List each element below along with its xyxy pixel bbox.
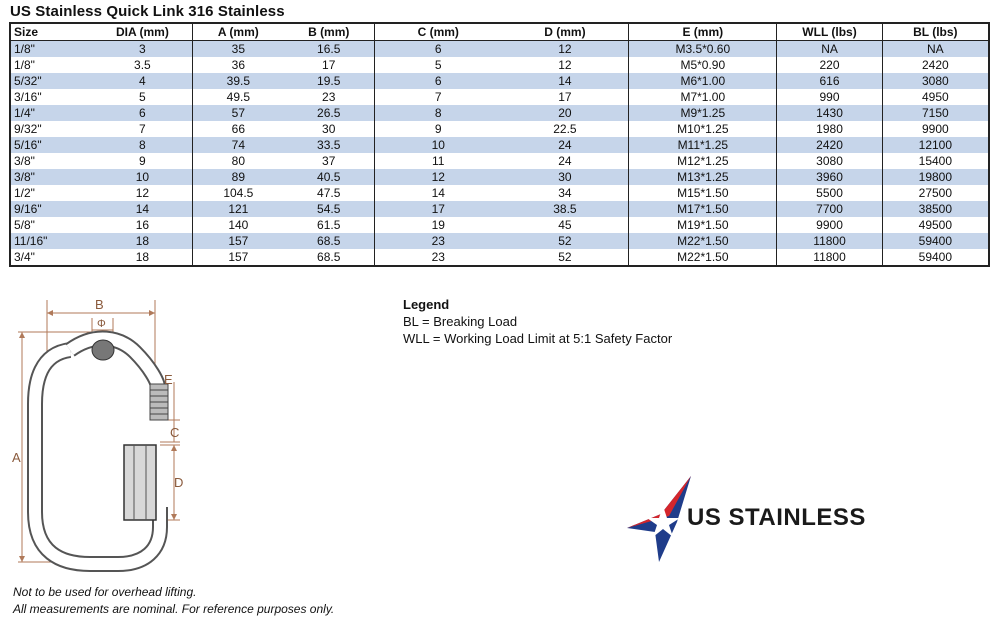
- table-cell: 1/8": [14, 58, 35, 72]
- label-d: D: [174, 475, 184, 490]
- table-cell: 3/8": [14, 154, 35, 168]
- table-cell: 9: [434, 122, 442, 136]
- table-cell: 68.5: [284, 233, 375, 249]
- table-cell: 11/16": [10, 233, 93, 249]
- table-cell: 5: [434, 58, 442, 72]
- header-row: [10, 23, 989, 41]
- table-cell: 10: [374, 137, 501, 153]
- spec-table: [9, 22, 990, 267]
- table-cell: 2420: [777, 137, 882, 153]
- table-cell: 18: [93, 249, 193, 266]
- table-row: [10, 73, 989, 89]
- table-cell: 14: [502, 73, 629, 89]
- table-cell: 19.5: [284, 73, 375, 89]
- wire-cross-section: [92, 340, 114, 360]
- label-a: A: [12, 450, 21, 465]
- column-header: BL (lbs): [882, 23, 989, 41]
- table-cell: 104.5: [223, 186, 254, 200]
- spec-table-body: [10, 41, 989, 267]
- spec-table-header: [10, 23, 989, 41]
- table-row: [10, 249, 989, 266]
- table-row: [10, 217, 989, 233]
- column-header: A (mm): [193, 23, 284, 41]
- table-cell: 26.5: [284, 105, 375, 121]
- table-cell: M13*1.25: [629, 169, 777, 185]
- table-cell: 6: [93, 105, 193, 121]
- column-header: B (mm): [284, 23, 375, 41]
- table-cell: 7: [93, 121, 193, 137]
- note-nominal-measurements: All measurements are nominal. For reference purposes only.: [13, 602, 335, 616]
- table-cell: 11800: [777, 233, 882, 249]
- table-cell: 1430: [777, 105, 882, 121]
- table-cell: 6: [374, 41, 501, 58]
- table-cell: M6*1.00: [629, 73, 777, 89]
- table-cell: 10: [93, 169, 193, 185]
- table-row: [10, 185, 989, 201]
- table-cell: 9/32": [14, 122, 42, 136]
- table-cell: 4: [93, 73, 193, 89]
- table-row: [10, 57, 989, 73]
- table-cell: 12: [374, 169, 501, 185]
- table-cell: 3/4": [14, 250, 35, 264]
- table-cell: 5500: [777, 185, 882, 201]
- note-overhead-lifting: Not to be used for overhead lifting.: [13, 585, 197, 599]
- threaded-end: [150, 384, 168, 420]
- table-cell: 17: [374, 201, 501, 217]
- b-arrow-left: [47, 310, 53, 316]
- table-cell: 27500: [918, 186, 953, 200]
- table-cell: 9900: [777, 217, 882, 233]
- table-cell: 14: [431, 186, 445, 200]
- label-c: C: [170, 425, 180, 440]
- table-cell: 8: [374, 105, 501, 121]
- table-cell: 80: [231, 154, 245, 168]
- table-cell: 35: [193, 41, 284, 58]
- table-cell: 52: [502, 249, 629, 266]
- table-cell: 140: [228, 218, 249, 232]
- table-cell: 8: [93, 137, 193, 153]
- table-cell: 1980: [777, 121, 882, 137]
- table-cell: NA: [882, 41, 989, 58]
- legend-item-bl: BL = Breaking Load: [403, 314, 518, 329]
- table-cell: NA: [777, 41, 882, 58]
- table-cell: 30: [284, 121, 375, 137]
- table-cell: 616: [777, 73, 882, 89]
- table-cell: 7150: [882, 105, 989, 121]
- table-cell: 2420: [921, 58, 949, 72]
- table-cell: M11*1.25: [629, 137, 777, 153]
- table-cell: 3960: [777, 169, 882, 185]
- legend-item-wll: WLL = Working Load Limit at 5:1 Safety Factor: [403, 331, 673, 346]
- d-arrow-top: [171, 445, 177, 451]
- table-cell: 36: [231, 58, 245, 72]
- table-cell: 157: [193, 233, 284, 249]
- table-row: [10, 169, 989, 185]
- table-cell: M12*1.25: [629, 153, 777, 169]
- table-cell: 16: [93, 217, 193, 233]
- page-title: US Stainless Quick Link 316 Stainless: [10, 3, 285, 20]
- column-header: WLL (lbs): [777, 23, 882, 41]
- table-cell: 23: [284, 89, 375, 105]
- table-cell: 24: [502, 137, 629, 153]
- column-header: C (mm): [374, 23, 501, 41]
- label-b: B: [95, 297, 104, 312]
- table-cell: 49500: [918, 218, 953, 232]
- table-cell: 9900: [921, 122, 949, 136]
- column-header: DIA (mm): [93, 23, 193, 41]
- column-header: E (mm): [629, 23, 777, 41]
- table-cell: 7: [434, 90, 442, 104]
- table-cell: 39.5: [193, 73, 284, 89]
- table-cell: 157: [228, 250, 249, 264]
- table-cell: 4950: [921, 90, 949, 104]
- star-swoosh-icon: [623, 476, 693, 564]
- table-cell: 3080: [882, 73, 989, 89]
- gate-sleeve: [124, 445, 156, 520]
- table-cell: M17*1.50: [629, 201, 777, 217]
- table-cell: 121: [193, 201, 284, 217]
- table-cell: 23: [374, 233, 501, 249]
- table-cell: 61.5: [284, 217, 375, 233]
- table-cell: 54.5: [284, 201, 375, 217]
- label-e: E: [164, 372, 173, 387]
- table-cell: 220: [777, 57, 882, 73]
- table-cell: M15*1.50: [629, 185, 777, 201]
- table-cell: M5*0.90: [629, 57, 777, 73]
- table-cell: 18: [93, 233, 193, 249]
- column-header: Size: [10, 23, 93, 41]
- table-cell: 23: [431, 250, 445, 264]
- table-cell: M7*1.00: [629, 89, 777, 105]
- b-arrow-right: [149, 310, 155, 316]
- table-cell: 66: [231, 122, 245, 136]
- table-cell: 17: [284, 57, 375, 73]
- us-stainless-logo: [623, 476, 888, 564]
- table-cell: 38500: [882, 201, 989, 217]
- table-cell: 12: [93, 185, 193, 201]
- table-cell: 5/32": [10, 73, 93, 89]
- d-arrow-bottom: [171, 514, 177, 520]
- legend-heading: Legend: [403, 297, 450, 312]
- table-cell: 59400: [918, 250, 953, 264]
- table-cell: 34: [502, 185, 629, 201]
- table-cell: 12: [502, 57, 629, 73]
- table-cell: 5: [93, 89, 193, 105]
- table-cell: 14: [93, 201, 193, 217]
- table-cell: M19*1.50: [629, 217, 777, 233]
- table-row: [10, 153, 989, 169]
- table-cell: 16.5: [284, 41, 375, 58]
- quick-link-diagram: [0, 292, 200, 582]
- column-header: D (mm): [502, 23, 629, 41]
- table-cell: 1/8": [10, 41, 93, 58]
- table-cell: 37: [284, 153, 375, 169]
- table-cell: 990: [777, 89, 882, 105]
- table-cell: 47.5: [284, 185, 375, 201]
- table-cell: 52: [502, 233, 629, 249]
- table-row: [10, 201, 989, 217]
- table-cell: 57: [193, 105, 284, 121]
- table-cell: 3.5: [93, 57, 193, 73]
- table-cell: 6: [374, 73, 501, 89]
- a-arrow-bottom: [19, 556, 25, 562]
- table-row: [10, 105, 989, 121]
- table-cell: 5/8": [14, 218, 35, 232]
- table-cell: 24: [502, 153, 629, 169]
- table-cell: 5/16": [10, 137, 93, 153]
- table-cell: M22*1.50: [629, 233, 777, 249]
- table-cell: M9*1.25: [629, 105, 777, 121]
- disclaimer-notes: [13, 584, 334, 618]
- table-row: [10, 41, 989, 58]
- table-cell: 9/16": [10, 201, 93, 217]
- table-cell: 38.5: [502, 201, 629, 217]
- table-row: [10, 233, 989, 249]
- table-cell: 59400: [882, 233, 989, 249]
- table-cell: 3/8": [10, 169, 93, 185]
- table-cell: 3: [93, 41, 193, 58]
- table-cell: 11800: [777, 249, 882, 266]
- label-phi: Φ: [97, 318, 106, 330]
- table-cell: M10*1.25: [629, 121, 777, 137]
- table-cell: 1/4": [10, 105, 93, 121]
- table-cell: 12: [502, 41, 629, 58]
- table-row: [10, 89, 989, 105]
- table-cell: M3.5*0.60: [629, 41, 777, 58]
- table-cell: 17: [502, 89, 629, 105]
- table-cell: 30: [502, 169, 629, 185]
- table-cell: 9: [93, 153, 193, 169]
- table-cell: 33.5: [284, 137, 375, 153]
- table-cell: 1/2": [14, 186, 35, 200]
- table-cell: 40.5: [284, 169, 375, 185]
- table-cell: 20: [502, 105, 629, 121]
- a-arrow-top: [19, 332, 25, 338]
- table-cell: 74: [193, 137, 284, 153]
- table-cell: 3080: [777, 153, 882, 169]
- table-cell: 45: [502, 217, 629, 233]
- legend: [403, 296, 672, 347]
- table-cell: 15400: [918, 154, 953, 168]
- table-row: [10, 121, 989, 137]
- table-cell: M22*1.50: [629, 249, 777, 266]
- table-row: [10, 137, 989, 153]
- table-cell: 89: [193, 169, 284, 185]
- table-cell: 19800: [882, 169, 989, 185]
- link-top-arc-inner: [70, 338, 158, 387]
- logo-wordmark: US STAINLESS: [687, 504, 866, 531]
- table-cell: 3/16": [14, 90, 42, 104]
- table-cell: 68.5: [284, 249, 375, 266]
- table-cell: 49.5: [226, 90, 250, 104]
- table-cell: 12100: [882, 137, 989, 153]
- table-cell: 19: [431, 218, 445, 232]
- table-cell: 11: [432, 154, 445, 168]
- table-cell: 22.5: [502, 121, 629, 137]
- table-cell: 7700: [777, 201, 882, 217]
